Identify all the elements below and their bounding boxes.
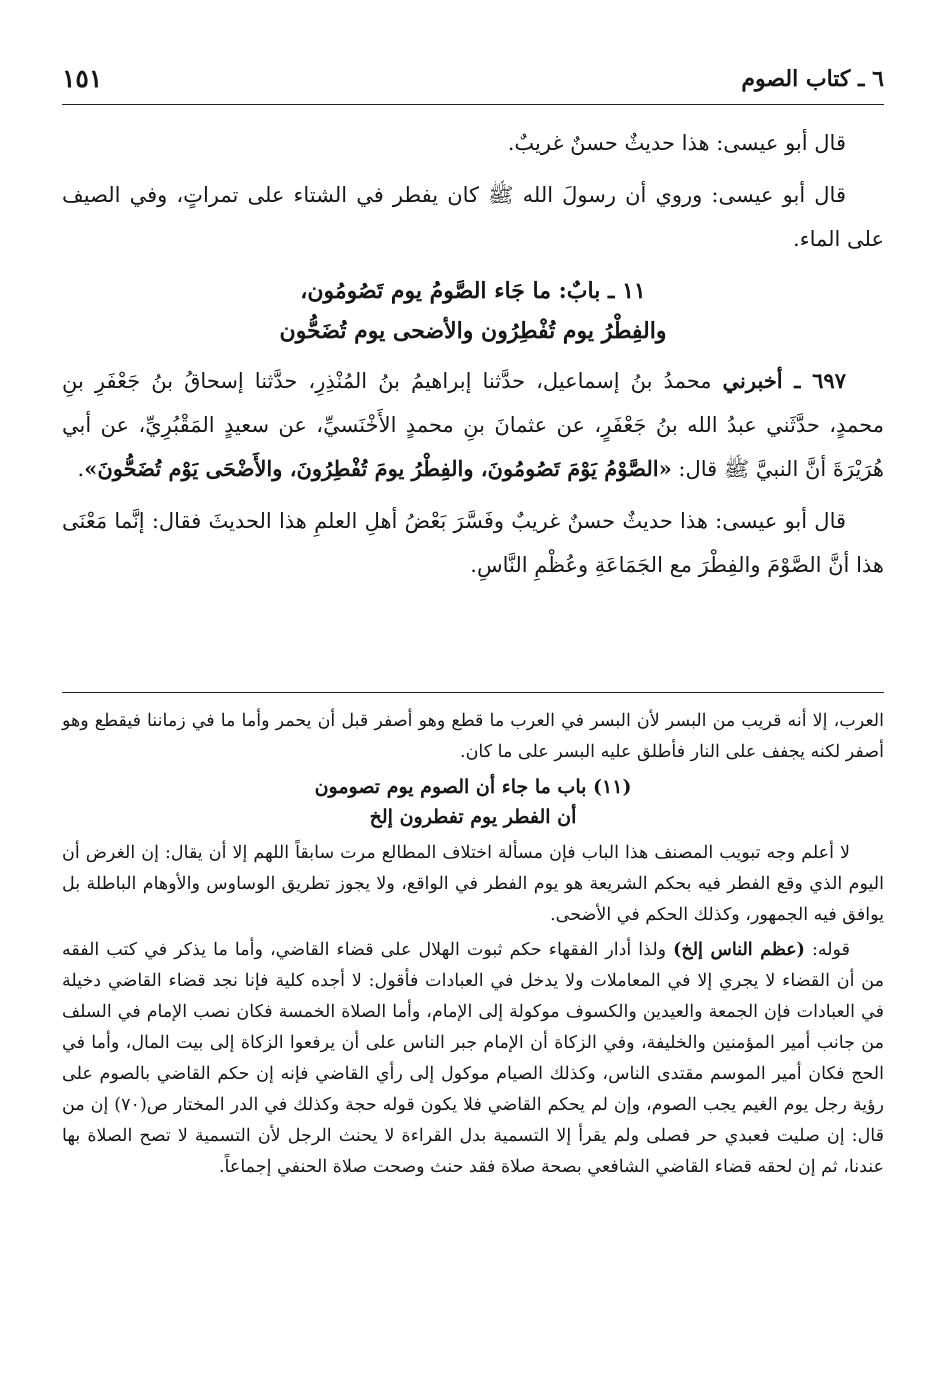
note-paragraph: لا أعلم وجه تبويب المصنف هذا الباب فإن مسألة اختلاف المطالع مرت سابقاً اللهم إلا أن يقال: إن الغرض أن اليوم الذي وقع الفطر فيه بحكم الشريعة هو يوم الفطر في الواقع، ولا يجوز تطريق الوساوس والأوهام الباطلة بل يوافق فيه الجمهور، وكذلك الحكم في الأضحى. [62,843,884,925]
main-text [62,121,884,587]
commentary-notes [62,706,884,1187]
chapter-heading-line: ١١ ـ بابٌ: ما جَاء الصَّومُ يوم تَصُومُون، [300,278,646,304]
page-number: ١٥١ [62,64,103,93]
note-heading-line: (١١) باب ما جاء أن الصوم يوم تصومون [314,776,632,798]
note-paragraph: العرب، إلا أنه قريب من البسر لأن البسر في العرب ما قطع وهو أصفر قبل أن يحمر وأما ما في زماننا فيقطع وهو أصفر لكنه يجفف على النار فأطلق عليه البسر على ما كان. [62,711,884,762]
note-body: ولذا أدار الفقهاء حكم ثبوت الهلال على قضاء القاضي، وأما ما يذكر في كتب الفقه من أن القضاء لا يجري إلا في المعاملات ولا يدخل في العبادات فأقول: لا أجده كلية فإنا نجد قضاء القاضي دخيلة في العبادات فإن الجمعة والعيدين والكسوف موكولة إلى الإمام، وأما الصلاة الخمسة فكان نصب الإمام في السلف من جانب أمير المؤمنين والخليفة، وفي الزكاة أن الإمام جبر الناس على أن يرفعوا الزكاة إلى بيت المال، وأما في الحج فكان أمير الموسم مقتدى الناس، وكذلك الصيام موكول إلى رأي القاضي فإنه إن حكم القاضي بالصوم على رؤية رجل يوم الغيم يجب الصوم، وإن لم يحكم القاضي فلا يكون قوله حجة وكذلك في الدر المختار ص(٧٠) إن من قال: إن صليت فعبدي حر فصلى ولم يقرأ إلا التسمية بدل القراءة لا يحنث الرجل لأن التسمية لا تصح الصلاة بها عندنا، ثم إن لحقه قضاء القاضي الشافعي بصحة صلاة فقد حنث وصحت صلاة الحنفي إجماعاً. [62,940,884,1177]
note-prefix: قوله: [804,940,850,960]
paragraph: قال أبو عيسى: هذا حديثٌ حسنٌ غريبٌ. [507,131,846,155]
chapter-heading-line: والفِطْرُ يوم تُفْطِرُون والأضحى يوم تُضَحُّون [279,318,667,344]
running-title: ٦ ـ كتاب الصوم [741,66,884,92]
note-heading-line: أن الفطر يوم تفطرون إلخ [369,806,577,828]
note-paragraph [62,935,884,1183]
paragraph: قال أبو عيسى: وروي أن رسولَ الله ﷺ كان يفطر في الشتاء على تمراتٍ، وفي الصيف على الماء. [62,183,884,251]
hadith-quote: «الصَّوْمُ يَوْمَ تَصُومُونَ، والفِطْرُ يومَ تُفْطِرُونَ، والأَضْحَى يَوْم تُضَحُّونَ» [84,456,672,481]
header-rule [62,104,884,105]
note-keyword: (عظم الناس إلخ) [673,940,805,960]
chapter-heading [62,271,884,351]
running-header [62,60,884,104]
hadith-chain: محمدُ بنُ إسماعيل، حدَّثنا إبراهيمُ بنُ المُنْذِرِ، حدَّثنا إسحاقُ بنُ جَعْفَرِ بنِ محمدٍ، حدَّثَني عبدُ الله بنُ جَعْفَرٍ، عن عثمانَ بنِ محمدٍ الأَخْنَسيِّ، عن سعيدٍ المَقْبُرِيِّ، عن أبي هُرَيْرَةَ أنَّ النبيَّ ﷺ قال: [62,369,884,481]
hadith-end: . [77,457,85,481]
page [62,60,884,595]
hadith-paragraph [62,359,884,491]
footnote-rule [62,692,884,693]
hadith-number: ٦٩٧ ـ أخبرني [722,368,846,393]
paragraph: قال أبو عيسى: هذا حديثٌ حسنٌ غريبٌ وفَسَّرَ بَعْضُ أهلِ العلمِ هذا الحديثَ فقال: إنَّما مَعْنَى هذا أنَّ الصَّوْمَ والفِطْرَ مع الجَمَاعَةِ وعُظْمِ النَّاسِ. [62,509,884,577]
note-heading [62,772,884,832]
